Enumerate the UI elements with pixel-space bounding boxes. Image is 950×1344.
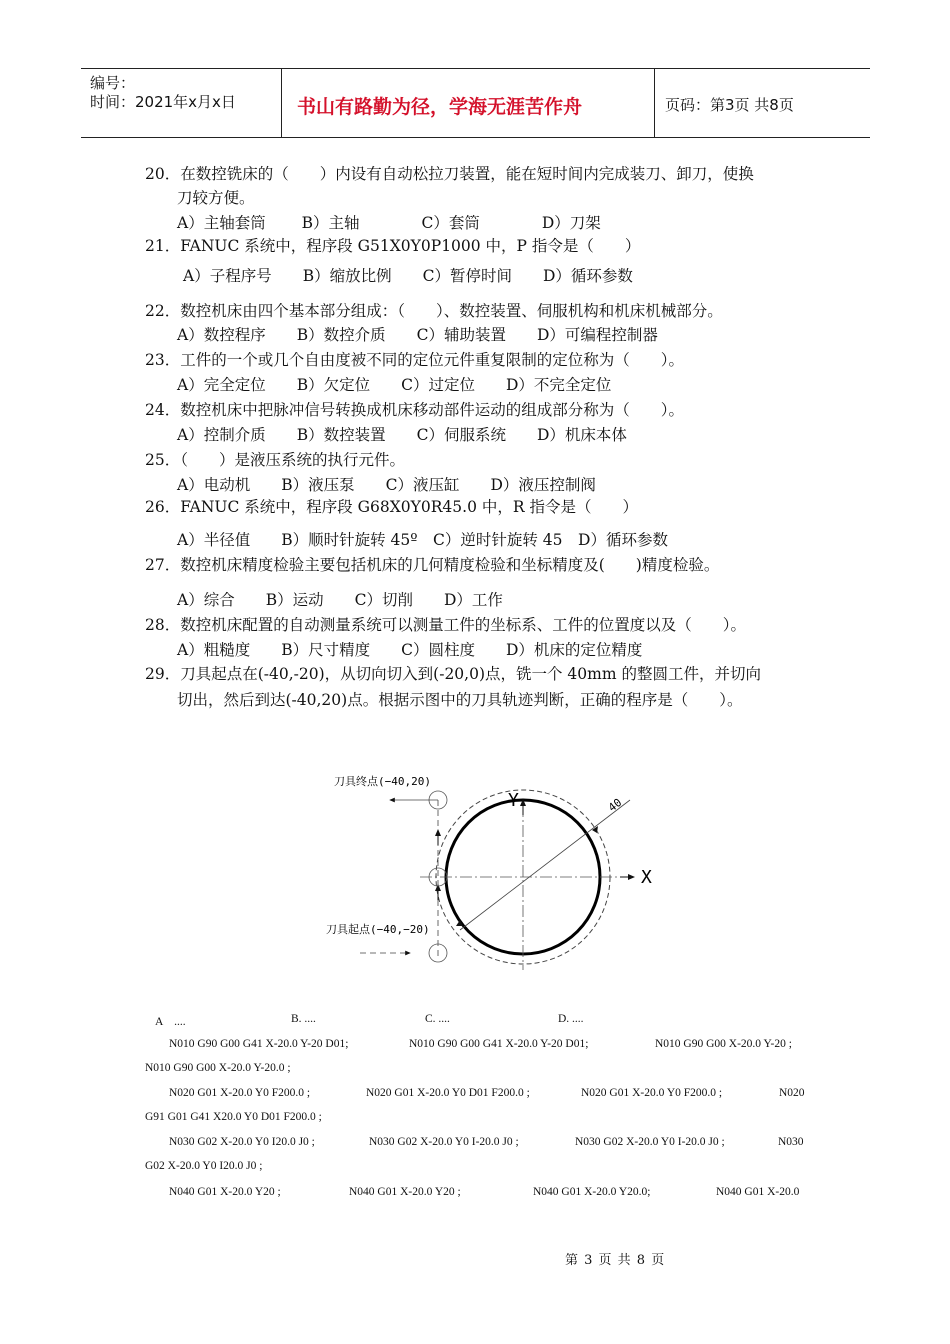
answer-letter-a: A .... <box>155 1016 186 1028</box>
header-motto: 书山有路勤为径，学海无涯苦作舟 <box>297 96 583 118</box>
code-line: N010 G90 G00 G41 X-20.0 Y-20 D01; <box>169 1038 349 1050</box>
question-29: 29．刀具起点在(-40,-20)，从切向切入到(-20,0)点，铣一个 40mm 的整圆工件，并切向 <box>145 665 761 683</box>
question-22-options: A）数控程序 B）数控介质 C）辅助装置 D）可编程控制器 <box>177 326 658 344</box>
question-25: 25．（ ）是液压系统的执行元件。 <box>145 451 405 469</box>
doc-number-label: 编号： <box>90 74 136 92</box>
question-24: 24．数控机床中把脉冲信号转换成机床移动部件运动的组成部分称为（ ）。 <box>145 401 684 419</box>
question-21-options: A）子程序号 B）缩放比例 C）暂停时间 D）循环参数 <box>183 267 633 285</box>
tool-end-label: 刀具终点(−40,20) <box>334 775 431 788</box>
page-number-label: 页码：第3页 共8页 <box>665 96 794 114</box>
question-25-options: A）电动机 B）液压泵 C）液压缸 D）液压控制阀 <box>177 476 596 494</box>
x-axis-label: X <box>641 867 652 888</box>
question-20-cont: 刀较方便。 <box>177 189 255 207</box>
code-line: G02 X-20.0 Y0 I20.0 J0 ; <box>145 1160 263 1172</box>
code-line: N030 <box>778 1136 804 1148</box>
question-23: 23．工件的一个或几个自由度被不同的定位元件重复限制的定位称为（ ）。 <box>145 351 684 369</box>
header-divider <box>654 69 655 137</box>
code-line: N010 G90 G00 G41 X-20.0 Y-20 D01; <box>409 1038 589 1050</box>
answer-letter-c: C. .... <box>425 1013 450 1025</box>
question-20-options: A）主轴套筒 B）主轴 C）套筒 D）刀架 <box>177 214 601 232</box>
code-line: N030 G02 X-20.0 Y0 I20.0 J0 ; <box>169 1136 315 1148</box>
code-line: N010 G90 G00 X-20.0 Y-20.0 ; <box>145 1062 291 1074</box>
question-24-options: A）控制介质 B）数控装置 C）伺服系统 D）机床本体 <box>177 426 627 444</box>
code-line: N040 G01 X-20.0 Y20 ; <box>169 1186 281 1198</box>
question-28: 28．数控机床配置的自动测量系统可以测量工件的坐标系、工件的位置度以及（ ）。 <box>145 616 746 634</box>
code-line: N020 G01 X-20.0 Y0 F200.0 ; <box>169 1087 311 1099</box>
question-26: 26．FANUC 系统中，程序段 G68X0Y0R45.0 中，R 指令是（ ） <box>145 498 638 516</box>
code-line: N030 G02 X-20.0 Y0 I-20.0 J0 ; <box>369 1136 519 1148</box>
tool-start-label: 刀具起点(−40,−20) <box>326 923 430 936</box>
diameter-label: 40 <box>605 795 625 815</box>
code-line: G91 G01 G41 X20.0 Y0 D01 F200.0 ; <box>145 1111 322 1123</box>
question-28-options: A）粗糙度 B）尺寸精度 C）圆柱度 D）机床的定位精度 <box>177 641 643 659</box>
page-footer: 第 3 页 共 8 页 <box>565 1253 666 1268</box>
code-line: N030 G02 X-20.0 Y0 I-20.0 J0 ; <box>575 1136 725 1148</box>
diameter-line <box>460 800 630 930</box>
code-line: N020 G01 X-20.0 Y0 F200.0 ; <box>581 1087 723 1099</box>
code-line: N040 G01 X-20.0 Y20.0; <box>533 1186 651 1198</box>
question-27-options: A）综合 B）运动 C）切削 D）工作 <box>177 591 503 609</box>
question-22: 22．数控机床由四个基本部分组成：（ ）、数控装置、伺服机构和机床机械部分。 <box>145 302 723 320</box>
question-21: 21．FANUC 系统中，程序段 G51X0Y0P1000 中，P 指令是（ ） <box>145 237 641 255</box>
code-line: N020 G01 X-20.0 Y0 D01 F200.0 ; <box>366 1087 530 1099</box>
code-line: N040 G01 X-20.0 <box>716 1186 800 1198</box>
tool-path-figure <box>320 760 670 980</box>
question-29-cont: 切出，然后到达(-40,20)点。根据示图中的刀具轨迹判断，正确的程序是（ ）。 <box>177 691 743 709</box>
answer-letter-b: B. .... <box>291 1013 316 1025</box>
question-20: 20．在数控铣床的（ ）内设有自动松拉刀装置，能在短时间内完成装刀、卸刀，使换 <box>145 165 754 183</box>
question-23-options: A）完全定位 B）欠定位 C）过定位 D）不完全定位 <box>177 376 612 394</box>
header-divider <box>281 69 282 137</box>
doc-time-label: 时间：2021年x月x日 <box>90 93 236 111</box>
y-axis-label: Y <box>508 790 519 811</box>
code-line: N010 G90 G00 X-20.0 Y-20 ; <box>655 1038 792 1050</box>
code-line: N040 G01 X-20.0 Y20 ; <box>349 1186 461 1198</box>
question-27: 27．数控机床精度检验主要包括机床的几何精度检验和坐标精度及( )精度检验。 <box>145 556 720 574</box>
question-26-options: A）半径值 B）顺时针旋转 45º C）逆时针旋转 45 D）循环参数 <box>177 531 668 549</box>
code-line: N020 <box>779 1087 805 1099</box>
answer-letter-d: D. .... <box>558 1013 584 1025</box>
